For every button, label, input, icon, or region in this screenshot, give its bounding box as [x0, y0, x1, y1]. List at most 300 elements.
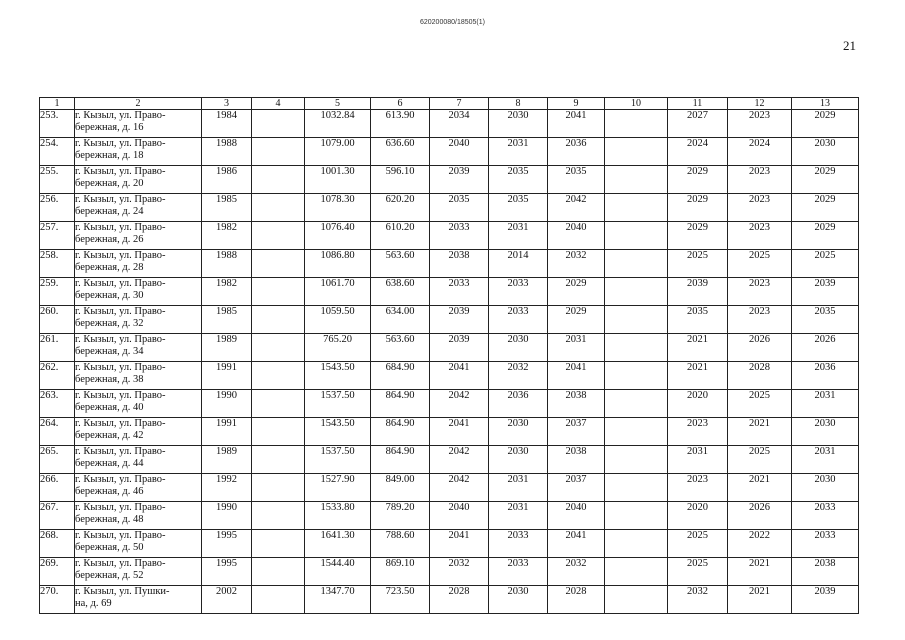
housing-register-table	[39, 97, 859, 614]
row-number: 268.	[40, 530, 75, 558]
cell-c4	[252, 138, 305, 166]
address-cell	[75, 166, 202, 194]
cell-c8: 2033	[489, 530, 548, 558]
row-number: 254.	[40, 138, 75, 166]
cell-c12: 2026	[728, 334, 792, 362]
address-cell	[75, 138, 202, 166]
cell-c10	[605, 278, 668, 306]
cell-c10	[605, 166, 668, 194]
column-header: 2	[75, 98, 202, 110]
cell-c5: 1537.50	[305, 446, 371, 474]
address-line: г. Кызыл, ул. Право-	[75, 446, 166, 457]
row-number: 266.	[40, 474, 75, 502]
cell-c4	[252, 418, 305, 446]
cell-c11: 2025	[668, 558, 728, 586]
cell-c7: 2042	[430, 446, 489, 474]
cell-c12: 2024	[728, 138, 792, 166]
table-row	[40, 222, 859, 250]
cell-c12: 2021	[728, 474, 792, 502]
cell-c7: 2033	[430, 222, 489, 250]
address-line: бережная, д. 40	[75, 402, 144, 413]
cell-c3: 1990	[202, 502, 252, 530]
address-line: г. Кызыл, ул. Право-	[75, 306, 166, 317]
cell-c13: 2031	[792, 390, 859, 418]
cell-c7: 2039	[430, 166, 489, 194]
address-line: бережная, д. 46	[75, 486, 144, 497]
cell-c13: 2029	[792, 222, 859, 250]
cell-c10	[605, 222, 668, 250]
cell-c6: 636.60	[371, 138, 430, 166]
cell-c4	[252, 306, 305, 334]
cell-c13: 2035	[792, 306, 859, 334]
table-row	[40, 278, 859, 306]
address-cell	[75, 194, 202, 222]
cell-c10	[605, 362, 668, 390]
row-number: 255.	[40, 166, 75, 194]
cell-c8: 2035	[489, 194, 548, 222]
column-header: 10	[605, 98, 668, 110]
cell-c7: 2034	[430, 110, 489, 138]
cell-c4	[252, 558, 305, 586]
address-line: бережная, д. 44	[75, 458, 144, 469]
address-line: бережная, д. 38	[75, 374, 144, 385]
cell-c3: 1984	[202, 110, 252, 138]
cell-c4	[252, 222, 305, 250]
cell-c4	[252, 166, 305, 194]
cell-c9: 2042	[548, 194, 605, 222]
address-line: г. Кызыл, ул. Право-	[75, 558, 166, 569]
cell-c4	[252, 390, 305, 418]
cell-c4	[252, 278, 305, 306]
cell-c8: 2033	[489, 306, 548, 334]
table-row	[40, 362, 859, 390]
cell-c11: 2020	[668, 390, 728, 418]
cell-c13: 2029	[792, 110, 859, 138]
cell-c3: 1988	[202, 138, 252, 166]
cell-c13: 2029	[792, 194, 859, 222]
cell-c13: 2030	[792, 138, 859, 166]
cell-c12: 2023	[728, 194, 792, 222]
page-number: 21	[843, 38, 856, 53]
cell-c3: 1991	[202, 362, 252, 390]
column-header: 11	[668, 98, 728, 110]
cell-c4	[252, 502, 305, 530]
cell-c5: 1544.40	[305, 558, 371, 586]
document-code: 620200080/18505(1)	[419, 19, 485, 26]
row-number: 258.	[40, 250, 75, 278]
cell-c3: 1989	[202, 446, 252, 474]
column-header: 13	[792, 98, 859, 110]
cell-c12: 2028	[728, 362, 792, 390]
cell-c3: 1990	[202, 390, 252, 418]
cell-c4	[252, 194, 305, 222]
cell-c5: 1086.80	[305, 250, 371, 278]
cell-c11: 2020	[668, 502, 728, 530]
cell-c13: 2026	[792, 334, 859, 362]
address-line: бережная, д. 42	[75, 430, 144, 441]
address-line: г. Кызыл, ул. Право-	[75, 110, 166, 121]
cell-c8: 2036	[489, 390, 548, 418]
cell-c3: 1986	[202, 166, 252, 194]
cell-c8: 2031	[489, 474, 548, 502]
address-line: бережная, д. 26	[75, 234, 144, 245]
cell-c11: 2029	[668, 222, 728, 250]
cell-c4	[252, 446, 305, 474]
address-line: бережная, д. 20	[75, 178, 144, 189]
column-header: 12	[728, 98, 792, 110]
cell-c8: 2031	[489, 222, 548, 250]
table-row	[40, 530, 859, 558]
address-cell	[75, 390, 202, 418]
cell-c7: 2041	[430, 530, 489, 558]
address-line: г. Кызыл, ул. Право-	[75, 250, 166, 261]
cell-c9: 2038	[548, 446, 605, 474]
address-line: г. Кызыл, ул. Право-	[75, 278, 166, 289]
cell-c11: 2025	[668, 250, 728, 278]
address-line: г. Кызыл, ул. Право-	[75, 138, 166, 149]
cell-c11: 2023	[668, 474, 728, 502]
row-number: 263.	[40, 390, 75, 418]
cell-c13: 2039	[792, 586, 859, 614]
address-cell	[75, 110, 202, 138]
cell-c9: 2035	[548, 166, 605, 194]
cell-c8: 2030	[489, 334, 548, 362]
cell-c12: 2023	[728, 166, 792, 194]
cell-c8: 2030	[489, 446, 548, 474]
table-row	[40, 474, 859, 502]
row-number: 253.	[40, 110, 75, 138]
cell-c7: 2039	[430, 334, 489, 362]
cell-c10	[605, 306, 668, 334]
cell-c13: 2030	[792, 474, 859, 502]
cell-c3: 1985	[202, 306, 252, 334]
cell-c9: 2041	[548, 362, 605, 390]
address-line: бережная, д. 48	[75, 514, 144, 525]
cell-c9: 2029	[548, 306, 605, 334]
row-number: 259.	[40, 278, 75, 306]
cell-c11: 2024	[668, 138, 728, 166]
table-row	[40, 166, 859, 194]
address-cell	[75, 362, 202, 390]
cell-c12: 2022	[728, 530, 792, 558]
cell-c6: 563.60	[371, 250, 430, 278]
cell-c5: 1079.00	[305, 138, 371, 166]
cell-c9: 2040	[548, 502, 605, 530]
address-cell	[75, 558, 202, 586]
cell-c11: 2029	[668, 194, 728, 222]
address-cell	[75, 586, 202, 614]
address-line: г. Кызыл, ул. Пушки-	[75, 586, 170, 597]
cell-c7: 2033	[430, 278, 489, 306]
cell-c8: 2031	[489, 502, 548, 530]
cell-c6: 849.00	[371, 474, 430, 502]
table-row	[40, 110, 859, 138]
cell-c11: 2021	[668, 334, 728, 362]
address-line: г. Кызыл, ул. Право-	[75, 502, 166, 513]
cell-c5: 1527.90	[305, 474, 371, 502]
cell-c9: 2032	[548, 558, 605, 586]
address-line: бережная, д. 50	[75, 542, 144, 553]
address-cell	[75, 474, 202, 502]
cell-c8: 2033	[489, 278, 548, 306]
cell-c12: 2023	[728, 222, 792, 250]
cell-c11: 2021	[668, 362, 728, 390]
cell-c4	[252, 110, 305, 138]
cell-c5: 1061.70	[305, 278, 371, 306]
cell-c9: 2032	[548, 250, 605, 278]
cell-c13: 2033	[792, 530, 859, 558]
cell-c12: 2026	[728, 502, 792, 530]
cell-c7: 2038	[430, 250, 489, 278]
cell-c6: 864.90	[371, 390, 430, 418]
column-number-row	[40, 98, 859, 110]
cell-c6: 620.20	[371, 194, 430, 222]
address-cell	[75, 446, 202, 474]
cell-c13: 2029	[792, 166, 859, 194]
cell-c9: 2038	[548, 390, 605, 418]
cell-c8: 2030	[489, 418, 548, 446]
cell-c9: 2040	[548, 222, 605, 250]
address-line: бережная, д. 52	[75, 570, 144, 581]
address-line: г. Кызыл, ул. Право-	[75, 222, 166, 233]
table-row	[40, 418, 859, 446]
row-number: 261.	[40, 334, 75, 362]
cell-c10	[605, 194, 668, 222]
cell-c12: 2023	[728, 110, 792, 138]
cell-c11: 2035	[668, 306, 728, 334]
cell-c9: 2041	[548, 110, 605, 138]
cell-c6: 789.20	[371, 502, 430, 530]
cell-c6: 610.20	[371, 222, 430, 250]
table-row	[40, 558, 859, 586]
cell-c4	[252, 362, 305, 390]
row-number: 265.	[40, 446, 75, 474]
cell-c3: 1989	[202, 334, 252, 362]
cell-c7: 2041	[430, 418, 489, 446]
table-row	[40, 194, 859, 222]
address-cell	[75, 502, 202, 530]
address-line: г. Кызыл, ул. Право-	[75, 390, 166, 401]
cell-c12: 2025	[728, 250, 792, 278]
row-number: 260.	[40, 306, 75, 334]
cell-c8: 2031	[489, 138, 548, 166]
row-number: 267.	[40, 502, 75, 530]
row-number: 264.	[40, 418, 75, 446]
cell-c6: 638.60	[371, 278, 430, 306]
cell-c5: 1059.50	[305, 306, 371, 334]
cell-c12: 2025	[728, 446, 792, 474]
cell-c5: 1076.40	[305, 222, 371, 250]
address-cell	[75, 334, 202, 362]
cell-c10	[605, 138, 668, 166]
cell-c9: 2036	[548, 138, 605, 166]
cell-c9: 2029	[548, 278, 605, 306]
row-number: 269.	[40, 558, 75, 586]
cell-c3: 1985	[202, 194, 252, 222]
table-row	[40, 334, 859, 362]
address-cell	[75, 250, 202, 278]
cell-c6: 864.90	[371, 446, 430, 474]
address-line: бережная, д. 32	[75, 318, 144, 329]
cell-c11: 2025	[668, 530, 728, 558]
cell-c5: 1347.70	[305, 586, 371, 614]
address-line: г. Кызыл, ул. Право-	[75, 194, 166, 205]
cell-c3: 1988	[202, 250, 252, 278]
cell-c13: 2039	[792, 278, 859, 306]
cell-c9: 2037	[548, 474, 605, 502]
cell-c10	[605, 586, 668, 614]
cell-c13: 2036	[792, 362, 859, 390]
cell-c12: 2023	[728, 278, 792, 306]
cell-c11: 2023	[668, 418, 728, 446]
cell-c6: 596.10	[371, 166, 430, 194]
address-line: г. Кызыл, ул. Право-	[75, 362, 166, 373]
row-number: 262.	[40, 362, 75, 390]
table-row	[40, 138, 859, 166]
cell-c5: 1543.50	[305, 362, 371, 390]
cell-c6: 864.90	[371, 418, 430, 446]
cell-c10	[605, 418, 668, 446]
cell-c6: 723.50	[371, 586, 430, 614]
column-header: 9	[548, 98, 605, 110]
address-line: г. Кызыл, ул. Право-	[75, 530, 166, 541]
cell-c5: 1032.84	[305, 110, 371, 138]
column-header: 4	[252, 98, 305, 110]
table-row	[40, 390, 859, 418]
address-line: бережная, д. 28	[75, 262, 144, 273]
cell-c10	[605, 250, 668, 278]
cell-c11: 2029	[668, 166, 728, 194]
cell-c3: 1991	[202, 418, 252, 446]
table-row	[40, 250, 859, 278]
cell-c3: 1982	[202, 278, 252, 306]
cell-c4	[252, 530, 305, 558]
cell-c13: 2033	[792, 502, 859, 530]
cell-c13: 2031	[792, 446, 859, 474]
address-cell	[75, 278, 202, 306]
cell-c5: 1641.30	[305, 530, 371, 558]
cell-c10	[605, 502, 668, 530]
cell-c5: 1537.50	[305, 390, 371, 418]
row-number: 270.	[40, 586, 75, 614]
address-cell	[75, 306, 202, 334]
cell-c12: 2021	[728, 418, 792, 446]
cell-c7: 2040	[430, 502, 489, 530]
cell-c6: 563.60	[371, 334, 430, 362]
cell-c6: 613.90	[371, 110, 430, 138]
address-line: бережная, д. 24	[75, 206, 144, 217]
cell-c6: 869.10	[371, 558, 430, 586]
cell-c4	[252, 250, 305, 278]
cell-c8: 2032	[489, 362, 548, 390]
row-number: 257.	[40, 222, 75, 250]
cell-c5: 1543.50	[305, 418, 371, 446]
cell-c7: 2042	[430, 474, 489, 502]
cell-c5: 1001.30	[305, 166, 371, 194]
cell-c6: 788.60	[371, 530, 430, 558]
cell-c7: 2039	[430, 306, 489, 334]
row-number: 256.	[40, 194, 75, 222]
cell-c8: 2035	[489, 166, 548, 194]
address-cell	[75, 530, 202, 558]
cell-c7: 2042	[430, 390, 489, 418]
cell-c12: 2023	[728, 306, 792, 334]
cell-c11: 2039	[668, 278, 728, 306]
cell-c4	[252, 334, 305, 362]
table-row	[40, 306, 859, 334]
address-line: бережная, д. 16	[75, 122, 144, 133]
table-row	[40, 446, 859, 474]
cell-c4	[252, 586, 305, 614]
table-body	[40, 110, 859, 614]
cell-c12: 2021	[728, 558, 792, 586]
address-cell	[75, 418, 202, 446]
address-line: бережная, д. 30	[75, 290, 144, 301]
address-line: г. Кызыл, ул. Право-	[75, 166, 166, 177]
cell-c9: 2037	[548, 418, 605, 446]
cell-c4	[252, 474, 305, 502]
cell-c7: 2041	[430, 362, 489, 390]
cell-c8: 2030	[489, 586, 548, 614]
cell-c12: 2021	[728, 586, 792, 614]
cell-c9: 2041	[548, 530, 605, 558]
address-line: бережная, д. 18	[75, 150, 144, 161]
cell-c3: 1992	[202, 474, 252, 502]
column-header: 5	[305, 98, 371, 110]
cell-c13: 2025	[792, 250, 859, 278]
cell-c13: 2030	[792, 418, 859, 446]
table-row	[40, 586, 859, 614]
column-header: 7	[430, 98, 489, 110]
cell-c7: 2032	[430, 558, 489, 586]
cell-c10	[605, 558, 668, 586]
table-row	[40, 502, 859, 530]
address-line: г. Кызыл, ул. Право-	[75, 418, 166, 429]
cell-c3: 2002	[202, 586, 252, 614]
address-line: на, д. 69	[75, 598, 112, 609]
cell-c6: 634.00	[371, 306, 430, 334]
cell-c3: 1995	[202, 530, 252, 558]
cell-c10	[605, 334, 668, 362]
cell-c11: 2032	[668, 586, 728, 614]
cell-c10	[605, 474, 668, 502]
cell-c8: 2014	[489, 250, 548, 278]
cell-c9: 2031	[548, 334, 605, 362]
cell-c3: 1982	[202, 222, 252, 250]
cell-c10	[605, 390, 668, 418]
cell-c7: 2040	[430, 138, 489, 166]
address-line: бережная, д. 34	[75, 346, 144, 357]
cell-c12: 2025	[728, 390, 792, 418]
column-header: 1	[40, 98, 75, 110]
cell-c7: 2035	[430, 194, 489, 222]
cell-c6: 684.90	[371, 362, 430, 390]
cell-c10	[605, 110, 668, 138]
cell-c5: 1078.30	[305, 194, 371, 222]
cell-c11: 2027	[668, 110, 728, 138]
cell-c7: 2028	[430, 586, 489, 614]
cell-c11: 2031	[668, 446, 728, 474]
cell-c5: 765.20	[305, 334, 371, 362]
column-header: 8	[489, 98, 548, 110]
cell-c8: 2030	[489, 110, 548, 138]
address-cell	[75, 222, 202, 250]
cell-c13: 2038	[792, 558, 859, 586]
cell-c5: 1533.80	[305, 502, 371, 530]
cell-c10	[605, 530, 668, 558]
column-header: 6	[371, 98, 430, 110]
address-line: г. Кызыл, ул. Право-	[75, 474, 166, 485]
